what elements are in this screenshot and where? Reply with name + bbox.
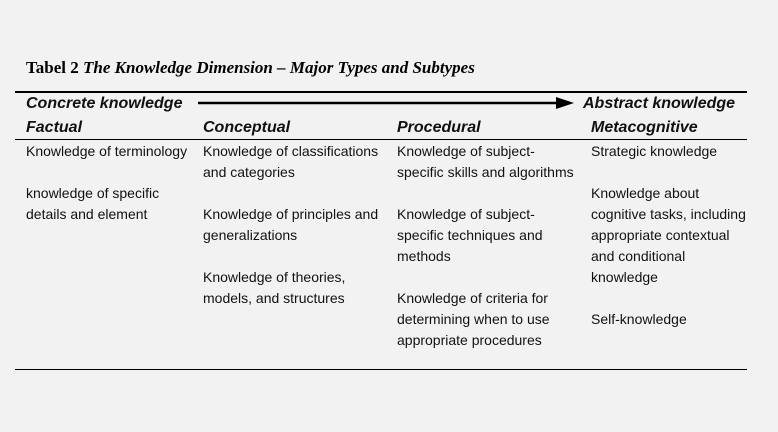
list-item: knowledge of specific details and element (26, 185, 160, 222)
table-caption: The Knowledge Dimension – Major Types and Subtypes (83, 58, 475, 77)
list-item: Knowledge of classifications and categories (203, 143, 379, 180)
column-heading: Conceptual (203, 119, 291, 136)
list-item: Knowledge of subject-specific skills and algorithms (397, 143, 574, 180)
top-rule (15, 91, 747, 93)
column-factual (26, 118, 191, 225)
list-item: Knowledge of subject-specific techniques and methods (397, 206, 543, 264)
column-metacognitive (591, 118, 747, 330)
table-title (26, 58, 475, 78)
column-heading: Metacognitive (591, 119, 698, 136)
table-label: Tabel 2 (26, 58, 79, 77)
list-item: Knowledge about cognitive tasks, including appropriate contextual and conditional knowledge (591, 185, 746, 285)
list-item: Self-knowledge (591, 311, 687, 327)
column-heading: Factual (26, 119, 83, 136)
list-item: Knowledge of terminology (26, 143, 188, 159)
list-item: Knowledge of principles and generalizations (203, 206, 379, 243)
list-item: Strategic knowledge (591, 143, 718, 159)
list-item: Knowledge of criteria for determining when to use appropriate procedures (397, 290, 550, 348)
bottom-rule (15, 369, 747, 370)
column-procedural (397, 118, 575, 351)
column-conceptual (203, 118, 379, 309)
knowledge-continuum-arrow (198, 95, 576, 111)
column-heading: Procedural (397, 119, 481, 136)
abstract-knowledge-label: Abstract knowledge (583, 95, 736, 112)
concrete-knowledge-label: Concrete knowledge (26, 95, 183, 112)
list-item: Knowledge of theories, models, and structures (203, 269, 346, 306)
